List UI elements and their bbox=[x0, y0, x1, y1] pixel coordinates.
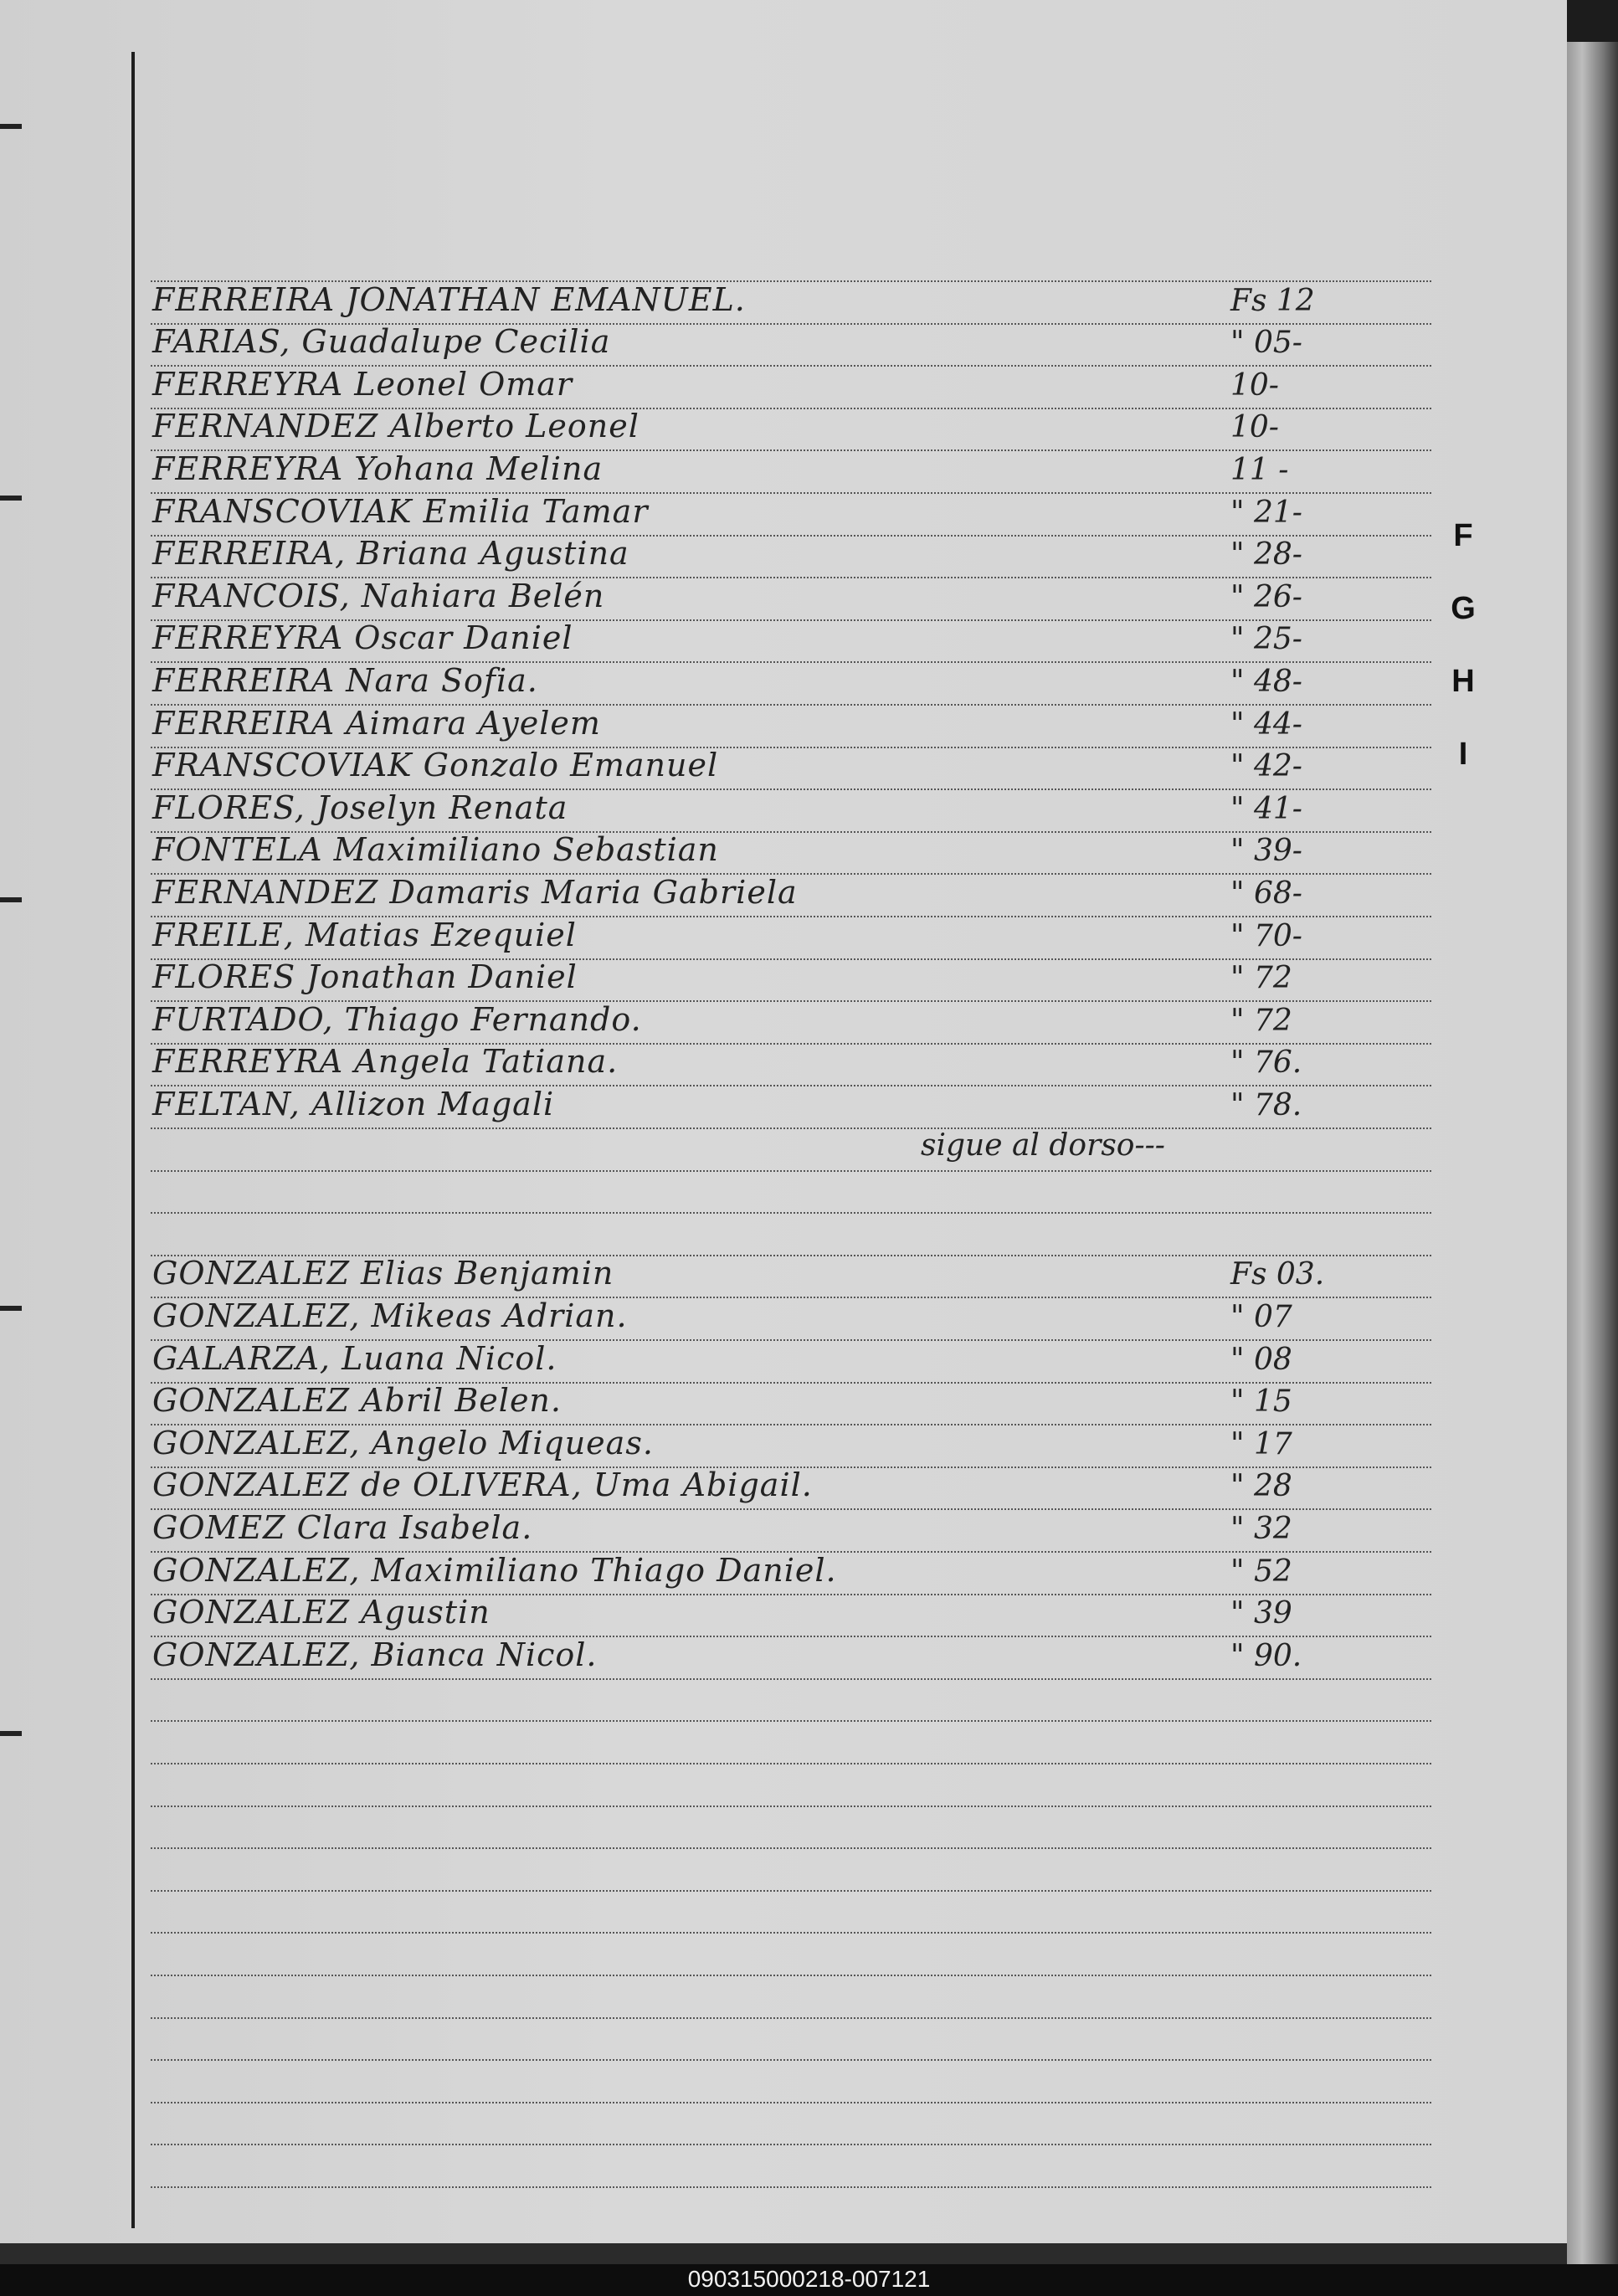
entry-folio: " 44- bbox=[1230, 706, 1302, 742]
entry-name: FERREIRA Aimara Ayelem bbox=[152, 704, 601, 742]
ledger-entry bbox=[151, 1466, 1431, 1508]
entry-folio: " 48- bbox=[1230, 665, 1302, 699]
entry-folio: Fs 12 bbox=[1230, 283, 1315, 318]
letter-tab-h[interactable]: H bbox=[1451, 664, 1475, 699]
entry-name: FERREYRA Oscar Daniel bbox=[152, 619, 573, 657]
margin-line bbox=[131, 52, 135, 2228]
ledger-entry bbox=[151, 1382, 1431, 1424]
entry-folio: " 39 bbox=[1230, 1596, 1292, 1631]
letter-tab-f[interactable]: F bbox=[1453, 518, 1473, 553]
archive-id: 090315000218-007121 bbox=[687, 2266, 931, 2292]
ruled-line bbox=[151, 1763, 1431, 1764]
binder-hole bbox=[0, 897, 22, 902]
ledger-entry bbox=[151, 1043, 1431, 1085]
entry-name: FERREIRA Nara Sofia. bbox=[152, 662, 538, 699]
cover-corner bbox=[1567, 0, 1618, 42]
entry-folio: " 90. bbox=[1230, 1638, 1302, 1673]
entry-name: GONZALEZ Agustin bbox=[152, 1594, 491, 1631]
entry-name: FERREIRA JONATHAN EMANUEL. bbox=[152, 280, 746, 318]
entry-folio: " 72 bbox=[1230, 1003, 1292, 1038]
ledger-entry bbox=[151, 1001, 1431, 1043]
binder-hole bbox=[0, 124, 22, 129]
ledger-entry bbox=[151, 874, 1431, 916]
ledger-entry bbox=[151, 958, 1431, 1000]
ledger-entry bbox=[151, 1594, 1431, 1636]
letter-tab-i[interactable]: I bbox=[1458, 737, 1468, 772]
ledger-entry bbox=[151, 917, 1431, 958]
entry-name: FARIAS, Guadalupe Cecilia bbox=[152, 323, 611, 361]
entry-folio: " 28- bbox=[1230, 537, 1302, 573]
entry-name: FELTAN, Allizon Magali bbox=[152, 1086, 555, 1122]
entry-name: FRANSCOVIAK Emilia Tamar bbox=[152, 492, 649, 530]
ruled-line bbox=[151, 1127, 1431, 1129]
binder-hole bbox=[0, 1731, 22, 1736]
entry-name: FLORES Jonathan Daniel bbox=[152, 958, 578, 996]
ledger-entry bbox=[151, 323, 1431, 365]
ruled-line bbox=[151, 1170, 1431, 1172]
entry-folio: " 05- bbox=[1230, 326, 1302, 361]
entry-folio: " 42- bbox=[1230, 749, 1302, 784]
entry-folio: " 70- bbox=[1230, 918, 1302, 953]
ruled-line bbox=[151, 1678, 1431, 1680]
entry-folio: " 52 bbox=[1230, 1554, 1292, 1589]
entry-name: FERREYRA Angela Tatiana. bbox=[152, 1043, 619, 1081]
entry-folio: " 39- bbox=[1230, 834, 1302, 869]
binder-hole bbox=[0, 1306, 22, 1311]
entry-folio: " 28 bbox=[1230, 1469, 1292, 1504]
ledger-entry bbox=[151, 789, 1431, 831]
entry-name: FONTELA Maximiliano Sebastian bbox=[152, 831, 719, 869]
ledger-entry bbox=[151, 1509, 1431, 1551]
ledger-entry bbox=[151, 281, 1431, 323]
entry-folio: " 32 bbox=[1230, 1512, 1292, 1546]
entry-folio: " 41- bbox=[1230, 791, 1302, 826]
entry-name: FLORES, Joselyn Renata bbox=[152, 788, 568, 826]
entry-name: GONZALEZ, Mikeas Adrian. bbox=[152, 1297, 628, 1334]
ledger-entry bbox=[151, 1340, 1431, 1382]
ledger-entry bbox=[151, 408, 1431, 449]
ruled-line bbox=[151, 2102, 1431, 2103]
ledger-entry bbox=[151, 578, 1431, 619]
entry-name: GOMEZ Clara Isabela. bbox=[152, 1509, 533, 1546]
entry-folio: " 72 bbox=[1230, 961, 1292, 996]
entry-folio: " 78. bbox=[1230, 1088, 1302, 1122]
ruled-lines bbox=[151, 0, 1431, 2243]
entry-name: GONZALEZ de OLIVERA, Uma Abigail. bbox=[152, 1466, 813, 1504]
entry-name: FERREYRA Leonel Omar bbox=[152, 365, 573, 403]
entry-folio: 11 - bbox=[1230, 453, 1289, 487]
ledger-entry bbox=[151, 1086, 1431, 1127]
ruled-line bbox=[151, 1975, 1431, 1976]
ledger-entry bbox=[151, 366, 1431, 408]
entry-name: FURTADO, Thiago Fernando. bbox=[152, 1000, 642, 1038]
entry-name: GONZALEZ Abril Belen. bbox=[152, 1382, 562, 1420]
entry-folio: " 25- bbox=[1230, 622, 1302, 657]
ledger-entry bbox=[151, 1425, 1431, 1466]
ledger-entry bbox=[151, 747, 1431, 788]
entry-name: FERREYRA Yohana Melina bbox=[152, 450, 604, 487]
ledger-entry bbox=[151, 662, 1431, 704]
entry-name: FERNANDEZ Alberto Leonel bbox=[152, 408, 639, 445]
entry-name: FERNANDEZ Damaris Maria Gabriela bbox=[152, 874, 798, 911]
ledger-entry bbox=[151, 1255, 1431, 1297]
entry-name: FRANCOIS, Nahiara Belén bbox=[152, 577, 605, 614]
entry-name: FREILE, Matias Ezequiel bbox=[152, 916, 577, 953]
ledger-entry bbox=[151, 450, 1431, 492]
continuation-note: sigue al dorso--- bbox=[921, 1128, 1165, 1163]
ruled-line bbox=[151, 2059, 1431, 2061]
ledger-entry bbox=[151, 1636, 1431, 1678]
ruled-line bbox=[151, 2017, 1431, 2019]
ruled-line bbox=[151, 2144, 1431, 2145]
entry-folio: " 17 bbox=[1230, 1426, 1292, 1461]
entry-name: FRANSCOVIAK Gonzalo Emanuel bbox=[152, 747, 719, 784]
ruled-line bbox=[151, 1805, 1431, 1807]
ledger-entry bbox=[151, 705, 1431, 747]
ledger-entry bbox=[151, 1552, 1431, 1594]
ledger-entry bbox=[151, 535, 1431, 577]
entry-folio: " 15 bbox=[1230, 1384, 1292, 1420]
binder-hole bbox=[0, 496, 22, 501]
book-cover-edge bbox=[1567, 0, 1618, 2264]
ruled-line bbox=[151, 2186, 1431, 2188]
ruled-line bbox=[151, 1932, 1431, 1934]
entry-name: GONZALEZ, Angelo Miqueas. bbox=[152, 1424, 654, 1461]
ledger-entry bbox=[151, 493, 1431, 535]
entry-folio: " 08 bbox=[1230, 1342, 1292, 1377]
entry-name: GONZALEZ, Maximiliano Thiago Daniel. bbox=[152, 1551, 837, 1589]
ledger-entry bbox=[151, 831, 1431, 873]
entry-folio: Fs 03. bbox=[1230, 1257, 1325, 1292]
ledger-entry bbox=[151, 1297, 1431, 1339]
ruled-line bbox=[151, 1720, 1431, 1722]
entry-folio: 10- bbox=[1230, 410, 1279, 445]
entry-name: GONZALEZ, Bianca Nicol. bbox=[152, 1636, 598, 1673]
entry-folio: " 21- bbox=[1230, 495, 1302, 530]
entry-folio: " 07 bbox=[1230, 1300, 1292, 1334]
entry-folio: " 68- bbox=[1230, 876, 1302, 911]
letter-tab-g[interactable]: G bbox=[1451, 591, 1476, 626]
ruled-line bbox=[151, 1890, 1431, 1892]
entry-folio: " 26- bbox=[1230, 579, 1302, 614]
entry-name: FERREIRA, Briana Agustina bbox=[152, 535, 629, 573]
entry-folio: 10- bbox=[1230, 367, 1279, 403]
letter-index-tabs bbox=[1438, 515, 1488, 806]
ledger-entry bbox=[151, 619, 1431, 661]
entry-name: GONZALEZ Elias Benjamin bbox=[152, 1255, 614, 1292]
entry-name: GALARZA, Luana Nicol. bbox=[152, 1339, 557, 1377]
ruled-line bbox=[151, 1847, 1431, 1849]
entry-folio: " 76. bbox=[1230, 1045, 1302, 1081]
ruled-line bbox=[151, 1212, 1431, 1214]
